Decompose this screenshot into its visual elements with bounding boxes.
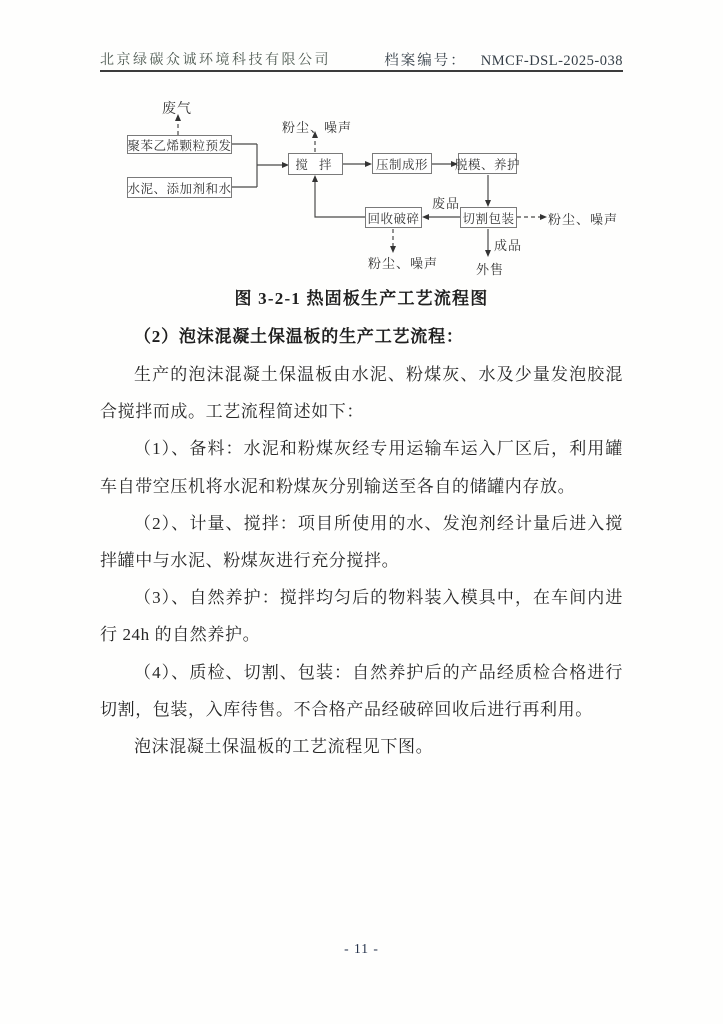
box-cement-additives-water: 水泥、添加剂和水: [127, 177, 232, 198]
header-rule: [100, 70, 623, 72]
box-demold-curing: 脱模、养护: [458, 153, 517, 174]
box-stir: 搅 拌: [288, 153, 343, 175]
label-external-sale: 外售: [476, 262, 505, 277]
label-dust-noise-top: 粉尘、噪声: [282, 120, 353, 135]
body-text: [100, 356, 623, 765]
header-archive: [384, 49, 623, 70]
label-finished-product: 成品: [494, 238, 523, 253]
label-dust-noise-bottom: 粉尘、噪声: [368, 256, 439, 271]
box-recycle-crushing: 回收破碎: [365, 207, 422, 228]
box-polystyrene-pre-expand: 聚苯乙烯颗粒预发: [127, 135, 232, 154]
process-flowchart: [100, 95, 623, 281]
box-cut-packaging: 切割包装: [460, 207, 517, 228]
paragraph-intro: 生产的泡沫混凝土保温板由水泥、粉煤灰、水及少量发泡胶混合搅拌而成。工艺流程简述如下：: [100, 365, 623, 422]
paragraph-step-3: （3）、自然养护：搅拌均匀后的物料装入模具中，在车间内进行 24h 的自然养护。: [100, 588, 623, 645]
header-company-name: 北京绿碳众诚环境科技有限公司: [100, 53, 331, 68]
label-scrap: 废品: [432, 196, 461, 211]
section-heading: （2）泡沫混凝土保温板的生产工艺流程：: [134, 327, 464, 346]
paragraph-step-1: （1）、备料：水泥和粉煤灰经专用运输车运入厂区后，利用罐车自带空压机将水泥和粉煤灰分别输送至各自的储罐内存放。: [100, 439, 623, 496]
archive-number: NMCF-DSL-2025-038: [480, 53, 623, 69]
archive-label: 档案编号：: [384, 53, 467, 69]
label-waste-gas: 废气: [162, 102, 192, 117]
label-dust-noise-right: 粉尘、噪声: [548, 212, 619, 227]
paragraph-step-2: （2）、计量、搅拌：项目所使用的水、发泡剂经计量后进入搅拌罐中与水泥、粉煤灰进行充分搅拌。: [100, 513, 623, 571]
paragraph-step-4: （4）、质检、切割、包装：自然养护后的产品经质检合格进行切割，包装，入库待售。不合格产品经破碎回收后进行再利用。: [100, 662, 623, 719]
box-press-forming: 压制成形: [372, 153, 432, 174]
paragraph-outro: 泡沫混凝土保温板的工艺流程见下图。: [134, 737, 434, 757]
page-number: - 11 -: [344, 941, 379, 956]
figure-caption: 图 3-2-1 热固板生产工艺流程图: [234, 289, 489, 308]
